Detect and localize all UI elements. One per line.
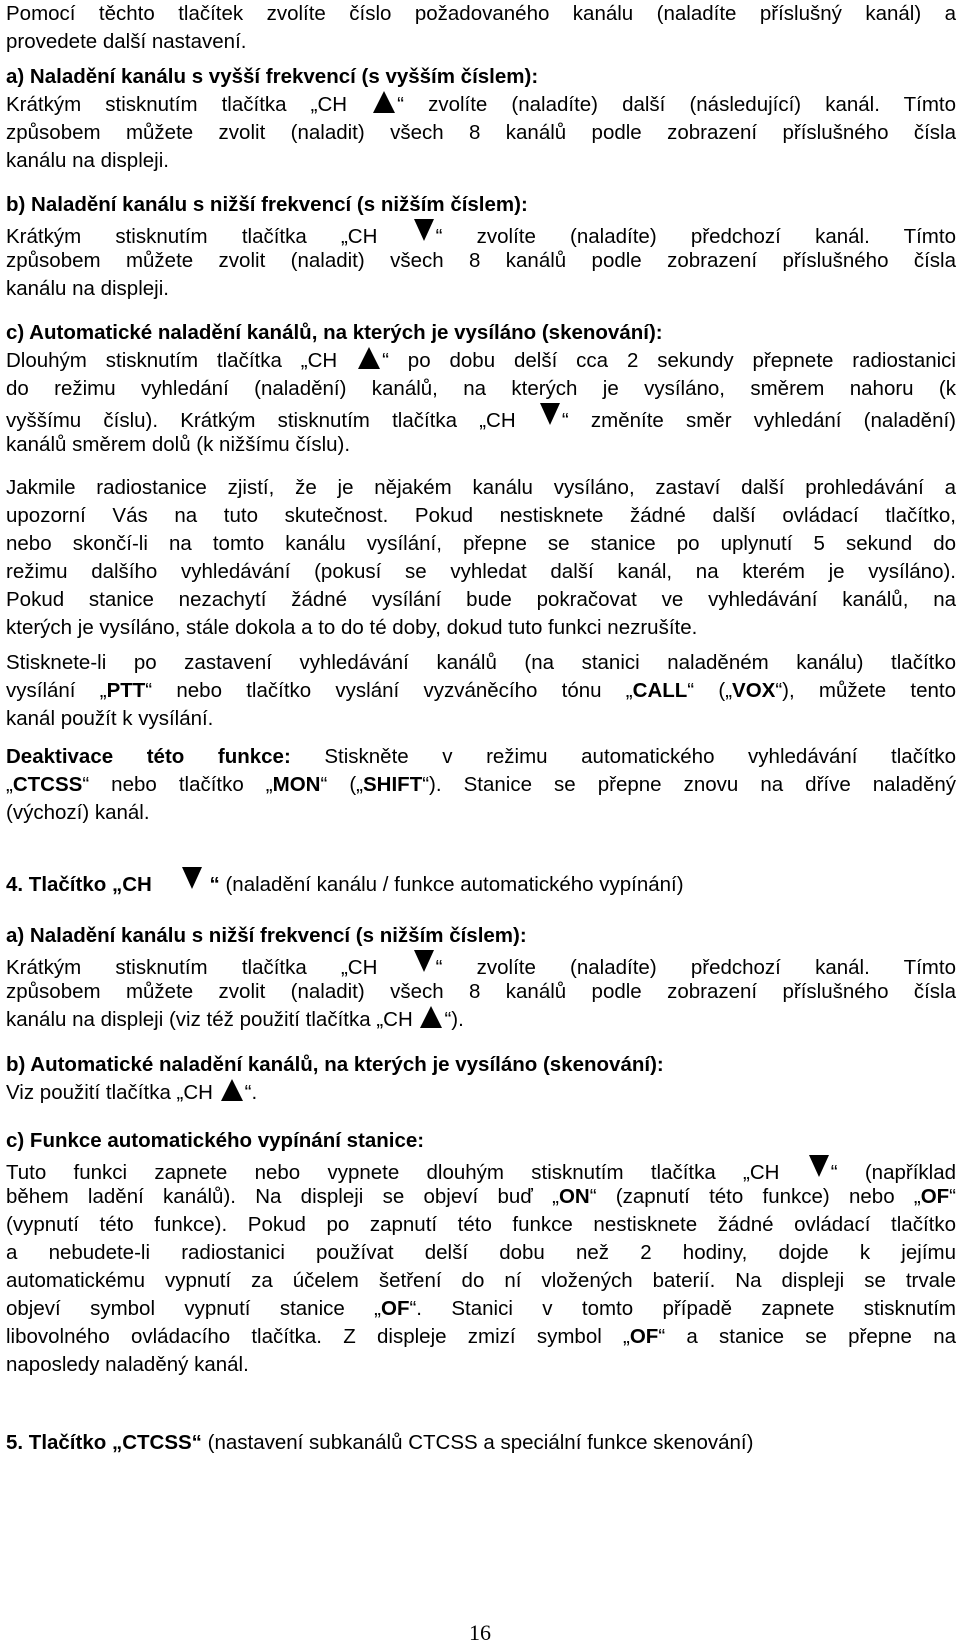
triangle-down-icon [182,867,202,889]
text-line: způsobem můžete zvolit (naladit) všech 8 kanálů podle zobrazení příslušného čísla [6,980,956,1003]
triangle-down-icon [540,403,560,425]
page-number: 16 [469,1620,491,1645]
section-b-lower-channel [6,191,956,303]
section-4-heading [6,867,956,895]
section-heading: 4. Tlačítko „CH “ (naladění kanálu / funkce automatického vypínání) [6,867,956,895]
section-4a [6,922,956,1034]
text-line: (vypnutí této funkce). Pokud po zapnutí této funkce nestisknete žádné ovládací tlačítko [6,1213,956,1236]
scan-paragraph [6,474,956,642]
text-line: nebo skončí-li na tomto kanálu vysílání, přepne se stanice po uplynutí 5 sekund do [6,532,956,555]
triangle-up-icon [373,91,395,113]
triangle-down-icon [414,950,434,972]
text-line: upozorní Vás na tuto skutečnost. Pokud nestisknete žádné další ovládací tlačítko, [6,504,956,527]
section-heading: b) Automatické naladění kanálů, na kterých je vysíláno (skenování): [6,1053,664,1076]
deactivation-paragraph [6,743,956,827]
text-line: kterých je vysíláno, stále dokola a to do té doby, dokud tuto funkci nezrušíte. [6,616,698,639]
text-line: a nebudete-li radiostanici používat delší dobu než 2 hodiny, dojde k jejímu [6,1241,956,1264]
section-5-heading [6,1429,956,1457]
text-line: Krátkým stisknutím tlačítka „CH “ zvolíte (naladíte) další (následující) kanál. Tímto [6,93,957,116]
text-line: kanál použít k vysílání. [6,707,214,730]
text-line: kanálu na displeji (viz též použití tlačítka „CH “). [6,1008,464,1031]
text-line: kanálu na displeji. [6,149,169,172]
section-heading: a) Naladění kanálu s vyšší frekvencí (s vyšším číslem): [6,65,539,88]
text-line: (výchozí) kanál. [6,801,150,824]
text-line: Krátkým stisknutím tlačítka „CH “ zvolíte (naladíte) předchozí kanál. Tímto [6,219,956,247]
triangle-up-icon [420,1006,442,1028]
text-line: režimu dalšího vyhledávání (pokusí se vyhledat další kanál, na kterém je vysíláno). [6,560,956,583]
text-line: automatickému vypnutí za účelem šetření do ní vložených baterií. Na displeji se trvale [6,1269,956,1292]
section-4c [6,1127,956,1379]
section-heading: 5. Tlačítko „CTCSS“ (nastavení subkanálů CTCSS a speciální funkce skenování) [6,1431,754,1454]
text-line: Krátkým stisknutím tlačítka „CH “ zvolíte (naladíte) předchozí kanál. Tímto [6,950,956,978]
section-4b [6,1051,956,1107]
section-heading: b) Naladění kanálu s nižší frekvencí (s nižším číslem): [6,193,528,216]
ptt-paragraph [6,649,956,733]
text-line: kanálů směrem dolů (k nižšímu číslu). [6,433,351,456]
text-line: naposledy naladěný kanál. [6,1353,249,1376]
text-line: Tuto funkci zapnete nebo vypnete dlouhým stisknutím tlačítka „CH “ (například [6,1155,956,1183]
text-line: kanálu na displeji. [6,277,169,300]
text-line: provedete další nastavení. [6,30,247,53]
section-c-auto-scan [6,319,956,459]
section-heading: c) Automatické naladění kanálů, na kterých je vysíláno (skenování): [6,321,663,344]
text-line: Deaktivace této funkce: Stiskněte v režimu automatického vyhledávání tlačítko [6,745,956,768]
triangle-up-icon [221,1079,243,1101]
intro-paragraph [6,0,956,56]
section-heading: c) Funkce automatického vypínání stanice: [6,1129,425,1152]
section-a-upper-channel [6,63,956,175]
text-line: Pomocí těchto tlačítek zvolíte číslo požadovaného kanálu (naladíte příslušný kanál) a [6,2,956,25]
text-line: libovolného ovládacího tlačítka. Z displeje zmizí symbol „OF“ a stanice se přepne na [6,1325,956,1348]
triangle-down-icon [414,219,434,241]
text-line: vysílání „PTT“ nebo tlačítko vyslání vyzváněcího tónu „CALL“ („VOX“), můžete tento [6,679,956,702]
triangle-down-icon [809,1155,829,1177]
text-line: vyššímu číslu). Krátkým stisknutím tlačítka „CH “ změníte směr vyhledání (naladění) [6,403,956,431]
text-line: Jakmile radiostanice zjistí, že je nějakém kanálu vysíláno, zastaví další prohledávání a [6,476,956,499]
text-line: způsobem můžete zvolit (naladit) všech 8 kanálů podle zobrazení příslušného čísla [6,121,956,144]
text-line: během ladění kanálů). Na displeji se objeví buď „ON“ (zapnutí této funkce) nebo „OF“ [6,1185,956,1208]
text-line: způsobem můžete zvolit (naladit) všech 8 kanálů podle zobrazení příslušného čísla [6,249,956,272]
text-line: Dlouhým stisknutím tlačítka „CH “ po dobu delší cca 2 sekundy přepnete radiostanici [6,349,956,372]
triangle-up-icon [358,347,380,369]
section-heading: a) Naladění kanálu s nižší frekvencí (s nižším číslem): [6,924,527,947]
text-line: „CTCSS“ nebo tlačítko „MON“ („SHIFT“). Stanice se přepne znovu na dříve naladěný [6,773,956,796]
text-line: Viz použití tlačítka „CH “. [6,1081,258,1104]
text-line: objeví symbol vypnutí stanice „OF“. Stanici v tomto případě zapnete stisknutím [6,1297,957,1320]
text-line: Stisknete-li po zastavení vyhledávání kanálů (na stanici naladěném kanálu) tlačítko [6,651,956,674]
text-line: Pokud stanice nezachytí žádné vysílání bude pokračovat ve vyhledávání kanálů, na [6,588,956,611]
text-line: do režimu vyhledání (naladění) kanálů, na kterých je vysíláno, směrem nahoru (k [6,377,956,400]
